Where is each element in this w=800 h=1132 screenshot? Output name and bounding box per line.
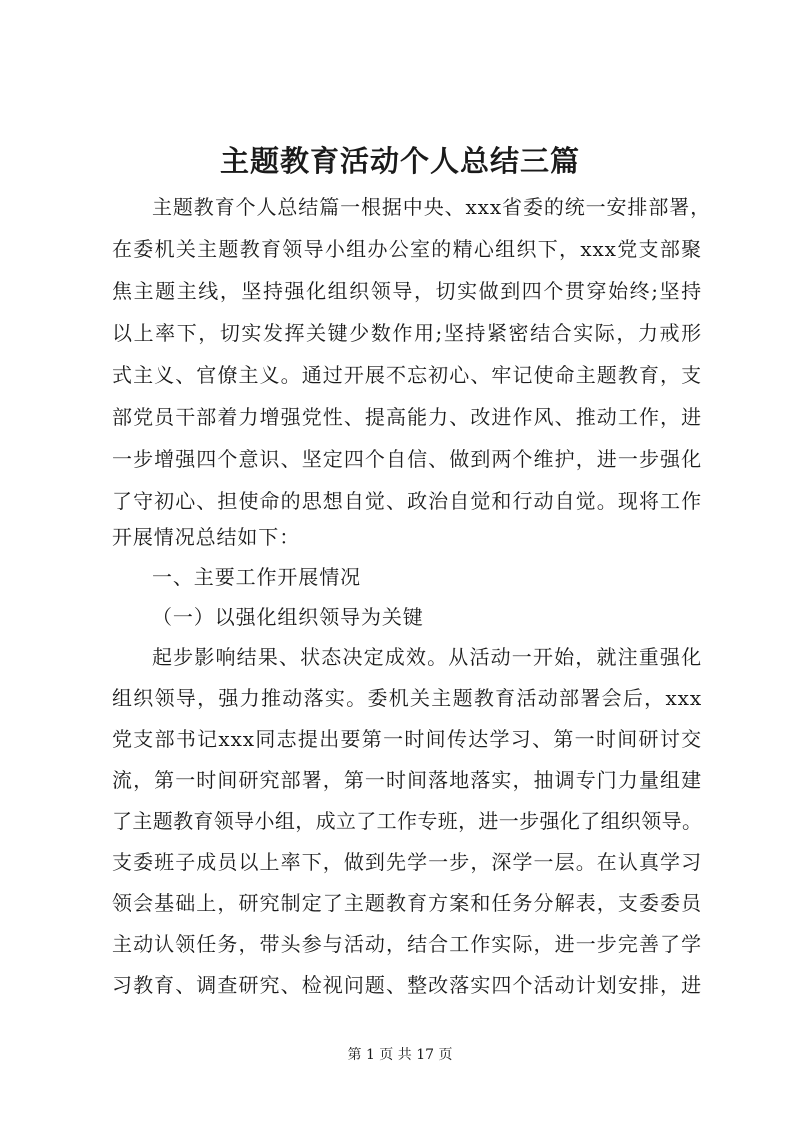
subsection-heading: （一）以强化组织领导为关键 [152,605,424,629]
body-line: 部党员干部着力增强党性、提高能力、改进作风、推动工作，进 [112,405,702,429]
body-line: 支委班子成员以上率下，做到先学一步，深学一层。在认真学习 [112,850,702,874]
body-line: 主题教育个人总结篇一根据中央、xxx省委的统一安排部署， [152,195,712,219]
body-line: 流，第一时间研究部署，第一时间落地落实，抽调专门力量组建 [112,768,702,792]
body-line: 起步影响结果、状态决定成效。从活动一开始，就注重强化 [152,645,702,669]
body-line: 以上率下，切实发挥关键少数作用;坚持紧密结合实际，力戒形 [112,321,702,345]
body-line: 在委机关主题教育领导小组办公室的精心组织下，xxx党支部聚 [112,237,702,261]
document-title: 主题教育活动个人总结三篇 [219,144,580,178]
body-line: 开展情况总结如下： [112,525,301,549]
body-line: 一步增强四个意识、坚定四个自信、做到两个维护，进一步强化 [112,447,702,471]
body-line: 组织领导，强力推动落实。委机关主题教育活动部署会后，xxx [112,686,702,710]
body-line: 了守初心、担使命的思想自觉、政治自觉和行动自觉。现将工作 [112,489,702,513]
body-line: 焦主题主线，坚持强化组织领导，切实做到四个贯穿始终;坚持 [112,279,702,303]
body-line: 式主义、官僚主义。通过开展不忘初心、牢记使命主题教育，支 [112,363,702,387]
body-line: 习教育、调查研究、检视问题、整改落实四个活动计划安排，进 [112,973,702,997]
page-number-footer: 第 1 页 共 17 页 [347,1047,453,1063]
section-heading: 一、主要工作开展情况 [152,565,361,589]
body-line: 了主题教育领导小组，成立了工作专班，进一步强化了组织领导。 [112,809,702,833]
body-line: 领会基础上，研究制定了主题教育方案和任务分解表，支委委员 [112,891,702,915]
body-line: 主动认领任务，带头参与活动，结合工作实际，进一步完善了学 [112,932,702,956]
body-line: 党支部书记xxx同志提出要第一时间传达学习、第一时间研讨交 [112,727,702,751]
